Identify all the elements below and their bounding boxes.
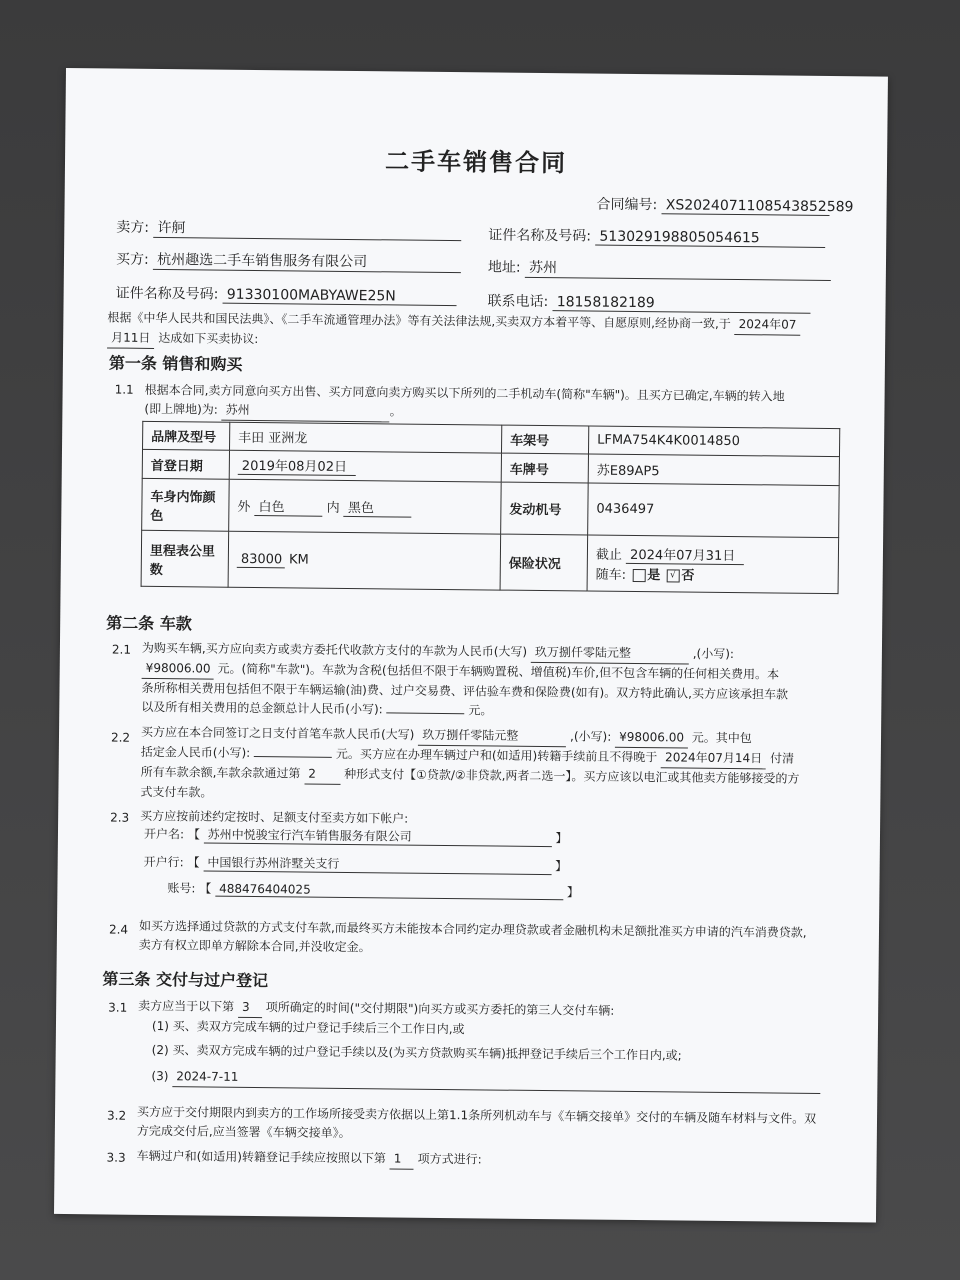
clause-3-1-option-1: (1) 买、卖双方完成车辆的过户登记手续后三个工作日内,或 xyxy=(151,1018,465,1037)
phone-row xyxy=(487,290,810,313)
address-label: 地址: xyxy=(487,259,521,276)
clause-number: 3.3 xyxy=(106,1150,126,1165)
delivery-item: 3 xyxy=(238,998,262,1018)
intro-date-2: 月11日 xyxy=(107,328,154,348)
clause-1-1: 根据本合同,卖方同意向买方出售、买方同意向卖方购买以下所列的二手机动车(简称"车辆")。且买方已确定,车辆的转入地 (即上牌地)为: 苏州 。 xyxy=(144,381,844,427)
first-payment-in-words: 玖万捌仟零陆元整 xyxy=(418,726,566,748)
clause-2-1-text-a: 为购买车辆,买方应向卖方或卖方委托代收款方支付的车款为人民币(大写) xyxy=(141,640,528,659)
clause-3-3-text-a: 车辆过户和(如适用)转籍登记手续应按照以下第 xyxy=(136,1148,387,1166)
buyer-id-value: 91330100MABYAWE25N xyxy=(223,287,457,306)
intro-text: 根据《中华人民共和国民法典》、《二手车流通管理办法》等有关法律法规,买卖双方本着平等、自愿原则,经协商一致,于 xyxy=(107,310,731,331)
clause-2-1-text-c: 元。(简称"车款")。车款为含税(包括但不限于车辆购置税、增值税)车价,但不包含车辆的任何相关费用。本 xyxy=(217,661,780,682)
clause-2-4-text-b: 卖方有权立即单方解除本合同,并没收定金。 xyxy=(138,937,371,955)
address-row xyxy=(488,256,831,281)
clause-number: 3.2 xyxy=(106,1108,127,1123)
bracket-left: 【 xyxy=(187,855,200,870)
section-1-heading: 第一条 销售和购买 xyxy=(108,353,243,374)
engine-value: 0436497 xyxy=(588,483,840,538)
bank-label: 开户行: xyxy=(143,854,184,870)
account-name-value: 苏州中悦骏宝行汽车销售服务有限公司 xyxy=(204,825,552,847)
clause-2-2-text-h: 种形式支付【①贷款/②非贷款,两者二选一】。买方应该以电汇或其他卖方能够接受的方 xyxy=(344,766,800,786)
clause-3-3 xyxy=(136,1147,481,1171)
vin-label: 车架号 xyxy=(501,425,588,454)
plate-label: 车牌号 xyxy=(501,453,588,483)
clause-2-1-text-f: 元。 xyxy=(468,703,493,718)
clause-3-1-option-2: (2) 买、卖双方完成车辆的过户登记手续以及(为买方贷款购买车辆)抵押登记手续后三个工作日内,或; xyxy=(151,1042,682,1063)
mileage-cell xyxy=(228,531,501,590)
clause-2-2-text-b: ,(小写): xyxy=(569,729,612,744)
clause-2-2 xyxy=(140,723,847,809)
insurance-cell xyxy=(587,535,839,594)
seller-label: 卖方: xyxy=(116,219,150,236)
clause-2-2-text-d: 括定金人民币(小写): xyxy=(140,744,251,760)
seller-id-value: 513029198805054615 xyxy=(595,229,825,248)
seller-value: 许舸 xyxy=(153,217,461,241)
payment-method: 2 xyxy=(304,765,340,785)
mileage-unit: KM xyxy=(288,551,309,568)
reg-date-cell xyxy=(229,450,501,482)
clause-3-2 xyxy=(137,1103,843,1148)
transfer-item: 1 xyxy=(390,1149,414,1169)
option-3-label: (3) xyxy=(151,1068,169,1084)
clause-2-2-text-a: 买方应在本合同签订之日支付首笔车款人民币(大写) xyxy=(140,724,415,742)
table-row xyxy=(141,530,839,593)
total-amount-blank xyxy=(387,712,465,714)
seller-id-label: 证件名称及号码: xyxy=(488,227,592,245)
engine-label: 发动机号 xyxy=(501,482,589,535)
account-number-label: 账号: xyxy=(167,881,196,896)
registration-place: 苏州 xyxy=(222,401,390,423)
clause-2-2-text-i: 式支付车款。 xyxy=(140,784,213,800)
yes-label: 是 xyxy=(647,568,661,584)
clause-2-1-text-e: 以及所有相关费用的总金额总计人民币(小写): xyxy=(141,699,383,717)
mileage-label: 里程表公里数 xyxy=(141,530,229,587)
bracket-right: 】 xyxy=(566,885,580,900)
yes-checkbox[interactable] xyxy=(632,569,645,582)
clause-1-1-text: 根据本合同,卖方同意向买方出售、买方同意向卖方购买以下所列的二手机动车(简称"车辆")。且买方已确定,车辆的转入地 xyxy=(144,382,785,404)
intro-text-2: 达成如下买卖协议: xyxy=(158,330,259,347)
clause-number: 2.4 xyxy=(108,922,129,937)
insurance-until-label: 截止 xyxy=(595,547,623,563)
clause-3-2-text-b: 方完成交付后,应当签署《车辆交接单》。 xyxy=(136,1123,351,1141)
no-checkbox[interactable]: √ xyxy=(666,569,679,582)
interior-color: 黑色 xyxy=(344,496,412,517)
clause-2-1-text-d: 条所称相关费用包括但不限于车辆运输(油)费、过户交易费、评估验车费和保险费(如有)。双方特此确认,买方应该承担车款 xyxy=(141,680,789,702)
phone-label: 联系电话: xyxy=(487,293,549,311)
clause-number: 2.2 xyxy=(110,730,131,745)
brand-label: 品牌及型号 xyxy=(143,421,230,450)
bracket-right: 】 xyxy=(555,831,568,846)
clause-1-1-text-2: (即上牌地)为: xyxy=(144,401,218,417)
mileage-value: 83000 xyxy=(237,551,285,568)
clause-number: 3.1 xyxy=(108,1000,128,1015)
price-amount: ¥98006.00 xyxy=(142,659,214,680)
clause-3-2-text-a: 买方应于交付期限内到卖方的工作场所接受卖方依据以上第1.1条所列机动车与《车辆交接单》交付的车辆及随车材料与文件。双 xyxy=(137,1104,817,1126)
vin-value: LFMA754K4K0014850 xyxy=(588,426,839,457)
color-label: 车身内饰颜色 xyxy=(142,478,230,531)
buyer-id-row xyxy=(116,283,457,307)
table-row xyxy=(142,478,840,537)
deposit-blank xyxy=(254,756,332,758)
insurance-until-value: 2024年07月31日 xyxy=(626,544,744,565)
first-payment-amount: ¥98006.00 xyxy=(615,728,688,749)
page-title: 二手车销售合同 xyxy=(384,147,568,178)
bracket-right: 】 xyxy=(555,859,568,874)
contract-number xyxy=(596,194,854,216)
exterior-label: 外 xyxy=(237,499,251,515)
buyer-row xyxy=(116,249,461,274)
buyer-label: 买方: xyxy=(115,251,149,268)
contract-number-label: 合同编号: xyxy=(596,196,658,214)
account-name-label: 开户名: xyxy=(143,826,185,842)
clause-3-1-text-a: 卖方应当于以下第 xyxy=(138,998,235,1014)
buyer-value: 杭州趣选二手车销售服务有限公司 xyxy=(153,249,461,273)
price-in-words: 玖万捌仟零陆元整 xyxy=(531,643,689,665)
clause-2-1 xyxy=(141,639,848,724)
no-label: 否 xyxy=(681,568,695,584)
clause-2-4-text-a: 如买方选择通过贷款的方式支付车款,而最终买方未能按本合同约定办理贷款或者金融机构未足额批准买方申请的汽车消费贷款, xyxy=(138,918,807,940)
account-number-value: 488476404025 xyxy=(215,882,563,901)
reg-date-value: 2019年08月02日 xyxy=(238,455,356,476)
seller-id-row xyxy=(488,224,825,248)
bank-row xyxy=(144,853,568,875)
clause-3-1-option-3 xyxy=(151,1067,820,1094)
clause-2-2-text-e: 元。买方应在办理车辆过户和(如适用)转籍手续前且不得晚于 xyxy=(335,746,658,765)
address-value: 苏州 xyxy=(525,257,831,281)
bracket-left: 【 xyxy=(199,881,212,896)
contract-page xyxy=(54,68,888,1223)
clause-number: 2.3 xyxy=(110,810,130,825)
clause-2-2-text-c: 元。其中包 xyxy=(691,730,752,746)
clause-3-1-text-b: 项所确定的时间("交付期限")向买方或买方委托的第三人交付车辆: xyxy=(265,1000,615,1018)
clause-3-3-text-b: 项方式进行: xyxy=(417,1151,482,1167)
phone-value: 18158182189 xyxy=(553,294,811,314)
account-number-row xyxy=(167,879,579,900)
section-3-heading: 第三条 交付与过户登记 xyxy=(102,969,269,991)
contract-number-value: XS2024071108543852589 xyxy=(662,197,830,216)
intro-paragraph xyxy=(107,308,867,356)
clause-2-4 xyxy=(139,917,845,962)
plate-value: 苏E89AP5 xyxy=(588,454,839,486)
vehicle-table xyxy=(141,421,841,594)
bracket-left: 【 xyxy=(187,827,200,842)
seller-row xyxy=(116,217,461,242)
color-cell xyxy=(229,479,502,534)
clause-2-2-text-g: 所有车款余额,车款余款通过第 xyxy=(140,764,301,781)
exterior-color: 白色 xyxy=(254,495,322,516)
section-2-heading: 第二条 车款 xyxy=(106,613,192,634)
clause-2-1-text-b: ,(小写): xyxy=(692,646,735,662)
clause-number: 1.1 xyxy=(114,382,134,397)
clause-2-3: 买方应按前述约定按时、足额支付至卖方如下帐户: xyxy=(140,808,409,826)
clause-2-2-text-f: 付清 xyxy=(769,751,795,766)
option-3-value: 2024-7-11 xyxy=(172,1067,820,1094)
balance-due-date: 2024年07月14日 xyxy=(661,748,766,769)
buyer-id-label: 证件名称及号码: xyxy=(115,285,219,303)
interior-label: 内 xyxy=(326,500,340,516)
account-name-row xyxy=(144,825,568,847)
insurance-label: 保险状况 xyxy=(500,534,588,591)
bank-value: 中国银行苏州浒墅关支行 xyxy=(203,853,551,875)
brand-value: 丰田 亚洲龙 xyxy=(230,422,502,453)
clause-number: 2.1 xyxy=(111,642,132,657)
intro-date: 2024年07 xyxy=(735,315,801,336)
reg-date-label: 首登日期 xyxy=(142,449,229,479)
insurance-follow-label: 随车: xyxy=(595,567,627,583)
